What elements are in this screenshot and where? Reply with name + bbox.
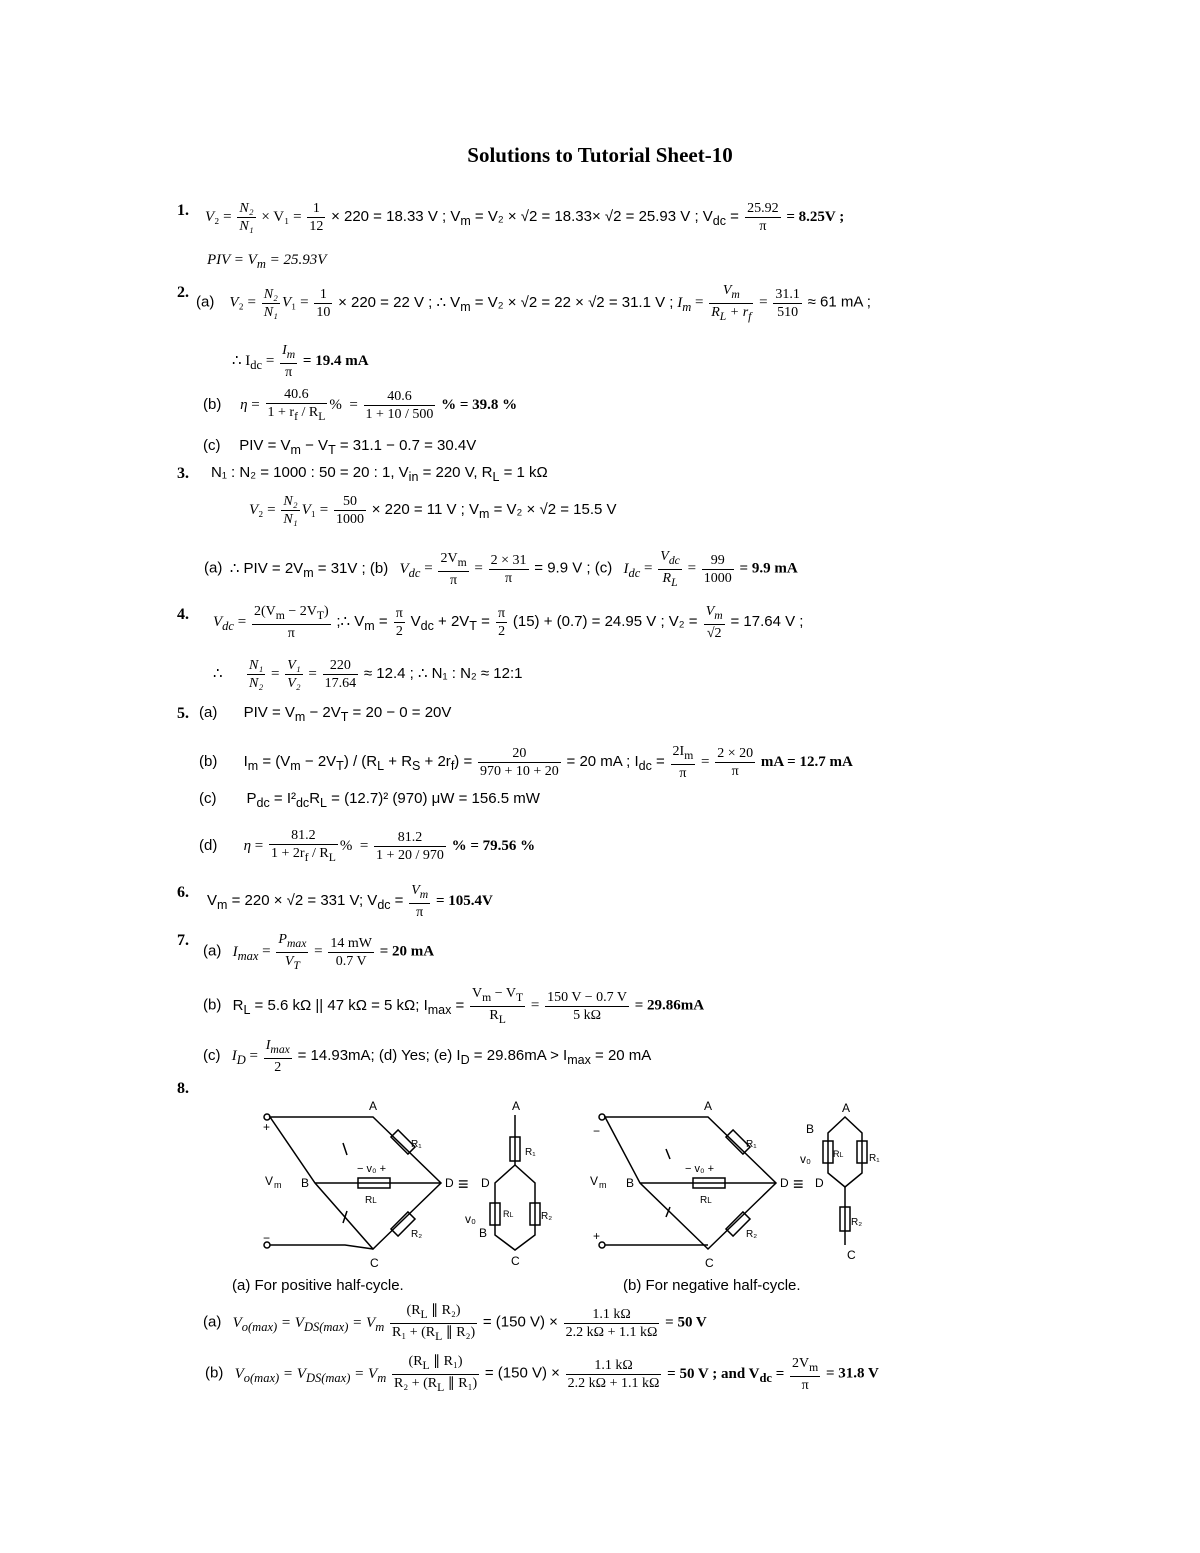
q5b-line: (b) $I_m = (V_m - 2V_T) / (R_L + R_S + 2r_f)$ = $\frac{20}{970 + 10 + 20}$ = 20 mA ; $I_{dc}$ = $\frac{2I_m}{\pi}$ = $\frac{2 \times 20}{\pi}$ mA = 12.7 mA [199,744,853,781]
svg-text:A: A [512,1099,521,1113]
item-number-8: 8. [177,1080,189,1097]
svg-text:C: C [705,1256,714,1270]
svg-text:B: B [479,1226,488,1240]
svg-text:R₂: R₂ [746,1229,758,1240]
q5a-line: (a) PIV = $V_m - 2V_T = 20 - 0 = 20V$ [199,704,452,724]
svg-text:D: D [445,1176,454,1190]
svg-text:R₁: R₁ [869,1153,880,1164]
q7b-line: (b) $R_L = 5.6$ kΩ || 47 kΩ = 5 kΩ; $I_{max}$ = $\frac{V_m - V_T}{R_L}$ = $\frac{150 V - 0.7 V}{5 k\Omega}$ = 29.86mA [203,986,705,1026]
q1-part-a: × V₁ = [261,208,306,225]
svg-text:RL: RL [503,1209,514,1219]
svg-text:≡: ≡ [793,1174,804,1194]
q7a-line: (a) $I_{max}$ = $\frac{P_{max}}{V_T}$ = $\frac{14 mW}{0.7 V}$ = 20 mA [203,932,435,972]
caption-negative-half-cycle: (b) For negative half-cycle. [623,1277,801,1294]
q8b-line: (b) $V_{o(max)} = V_{DS(max)} = V_m$ $\frac{(R_L \parallel R_1)}{R_2 + (R_L \parallel R_1)}$ = (150 V) × $\frac{1.1 k\Omega}{2.2 k\Omega + 1.1 k\Omega}$ = 50 V ; and $V_{dc}$ = $\frac{2V_m}{\pi}$ = 31.8 V [205,1354,879,1394]
svg-text:− v₀ +: − v₀ + [357,1163,387,1175]
svg-text:RL: RL [700,1195,712,1206]
svg-text:−: − [593,1124,601,1138]
q1-line: V₂ = $\frac{\text{N₂}}{\text{N₁}}$ × V₁ = $\frac{1}{12}$ × 220 = 18.33 V ; $V_m = V_2 \times √2 = 18.33\times √2 = 25.93$ V ; $V_{dc}$ = $\frac{25.92}{\pi}$ = 8.25V ; [205,201,845,234]
svg-text:R₁: R₁ [411,1139,422,1150]
svg-text:A: A [369,1099,378,1113]
svg-text:D: D [481,1176,490,1190]
svg-text:R₁: R₁ [525,1147,536,1158]
q5d-line: (d) η = $\frac{81.2}{1 + 2r_f / R_L}$ % = $\frac{81.2}{1 + 20 / 970}$ % = 79.56 % [199,828,536,864]
q2c-line: (c) PIV = $V_m - V_T = 31.1 - 0.7 = 30.4V$ [203,437,477,457]
q1-part-c: = 8.25V ; [786,208,845,225]
svg-text:R₂: R₂ [541,1211,553,1222]
q3-header: N₁ : N₂ = 1000 : 50 = 20 : 1, $V_{in} = 220$ V, $R_L = 1$ kΩ [211,464,548,484]
svg-text:B: B [626,1176,635,1190]
caption-positive-half-cycle: (a) For positive half-cycle. [232,1277,404,1294]
item-number-5: 5. [177,705,189,722]
item-number-1: 1. [177,202,189,219]
svg-text:RL: RL [365,1195,377,1206]
q1-part-b: × 220 = 18.33 V ; $V_m = V_2 \times √2 = 18.33\times √2 = 25.93$ V ; $V_{dc}$ = [331,207,744,228]
svg-text:RL: RL [833,1149,844,1159]
svg-text:B: B [301,1176,310,1190]
svg-text:D: D [815,1176,824,1190]
svg-text:R₂: R₂ [411,1229,423,1240]
svg-text:v₀: v₀ [465,1212,476,1226]
q6-line: $V_m = 220 \times √2 = 331$ V; $V_{dc}$ = $\frac{V_m}{\pi}$ = 105.4V [207,883,493,920]
q2a-idc: ∴ $I_{dc}$ = $\frac{I_m}{\pi}$ = 19.4 mA [232,343,369,380]
q2a-line: (a) V₂ = $\frac{\text{N₂}}{\text{N₁}}$ V₁ = $\frac{1}{10}$ × 220 = 22 V ; ∴ $V_m = V_2 \times √2 = 22 \times √2 = 31.1$ V ; $I_m$ = $\frac{V_m}{R_L + r_f}$ = $\frac{31.1}{510}$ ≈ 61 mA ; [196,283,871,323]
svg-text:≡: ≡ [458,1174,469,1194]
svg-text:+: + [593,1229,601,1243]
svg-text:C: C [370,1256,379,1270]
svg-text:D: D [780,1176,789,1190]
item-number-6: 6. [177,884,189,901]
q5c-line: (c) $P_{dc} = I^2_{dc}R_L = (12.7)^2$ (970) μW = 156.5 mW [199,790,540,810]
svg-text:B: B [806,1122,815,1136]
svg-text:R₂: R₂ [851,1217,863,1228]
svg-text:A: A [704,1099,713,1113]
svg-text:v₀: v₀ [800,1152,811,1166]
q4-line1: $V_{dc}$ = $\frac{2(V_m - 2V_T)}{\pi}$ ;∴ $V_m$ = $\frac{\pi}{2}$ $V_{dc} + 2V_T$ = $\frac{\pi}{2}$ (15) + (0.7) = 24.95 V ; V₂ = $\frac{V_m}{√2}$ = 17.64 V ; [213,604,804,641]
svg-text:R₁: R₁ [746,1139,757,1150]
bridge-rectifier-diagrams [255,1095,895,1270]
svg-text:A: A [842,1101,851,1115]
q4-line2: ∴ $\frac{\text{N₁}}{\text{N₂}}$ = $\frac{\text{V₁}}{\text{V₂}}$ = $\frac{220}{17.64}$ ≈ 12.4 ; ∴ N₁ : N₂ ≈ 12:1 [213,658,523,691]
item-number-7: 7. [177,932,189,949]
svg-text:−: − [263,1231,271,1245]
svg-text:+: + [263,1120,271,1134]
svg-text:− v₀ +: − v₀ + [685,1163,715,1175]
q3-v2-line: V₂ = $\frac{\text{N₂}}{\text{N₁}}$ V₁ = $\frac{50}{1000}$ × 220 = 11 V ; $V_m = V_2 \times √2 = 15.5$ V [249,494,617,527]
svg-text:C: C [511,1254,520,1268]
q3-abc-line: (a) ∴ PIV = $2V_m = 31V$ ; (b) $V_{dc}$ = $\frac{2V_m}{\pi}$ = $\frac{2 \times 31}{\pi}$ = 9.9 V ; (c) $I_{dc}$ = $\frac{V_{dc}}{R_L}$ = $\frac{99}{1000}$ = 9.9 mA [204,549,798,589]
svg-text:V: V [590,1174,599,1188]
q8a-line: (a) $V_{o(max)} = V_{DS(max)} = V_m$ $\frac{(R_L \parallel R_2)}{R_1 + (R_L \parallel R_2)}$ = (150 V) × $\frac{1.1 k\Omega}{2.2 k\Omega + 1.1 k\Omega}$ = 50 V [203,1303,707,1343]
diagram-negative-half-cycle [599,1114,867,1249]
page-title: Solutions to Tutorial Sheet-10 [467,143,733,167]
svg-text:m: m [599,1180,607,1190]
q7c-line: (c) $I_D$ = $\frac{I_{max}}{2}$ = 14.93mA; (d) Yes; (e) $I_D = 29.86mA > I_{max} = 20$ mA [203,1038,652,1075]
svg-text:V: V [265,1174,274,1188]
svg-text:m: m [274,1180,282,1190]
item-number-2: 2. [177,284,189,301]
item-number-3: 3. [177,465,189,482]
q1-piv: PIV = $V_m = 25.93V$ [207,252,327,271]
item-number-4: 4. [177,606,189,623]
svg-text:C: C [847,1248,856,1262]
q2b-line: (b) η = $\frac{40.6}{1 + r_f / R_L}$ % = $\frac{40.6}{1 + 10 / 500}$ % = 39.8 % [203,387,518,423]
